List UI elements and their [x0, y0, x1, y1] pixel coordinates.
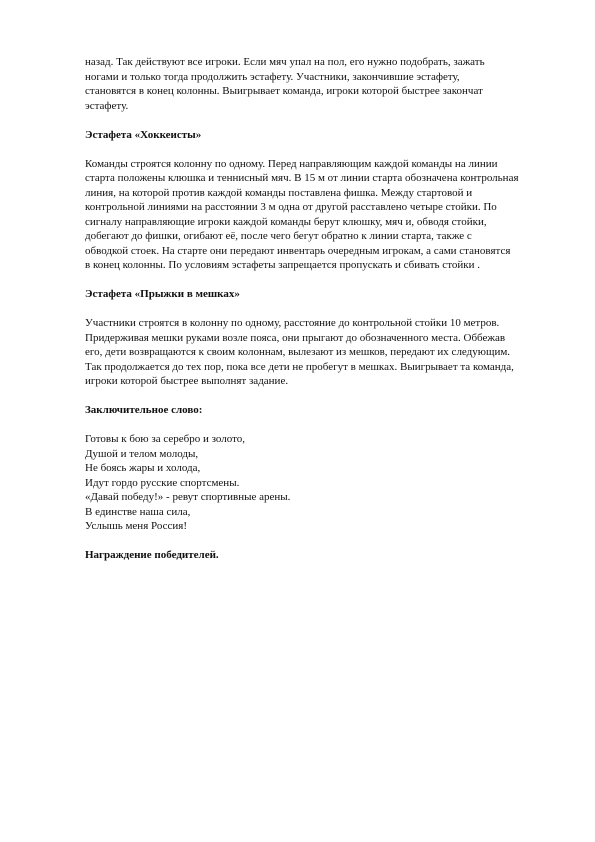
text-line: старта положены клюшка и теннисный мяч. В 15 м от линии старта обозначена контрольная [85, 172, 519, 184]
text-line: становятся в конец колонны. Выигрывает команда, игроки которой быстрее закончат [85, 85, 483, 97]
text-line: его, дети возвращаются к своим колоннам, вылезают из мешков, передают их следующим. [85, 346, 511, 358]
relay-ending-paragraph [85, 55, 555, 113]
text-line: сигналу направляющие игроки каждой команды берут клюшку, мяч и, обводя стойки, [85, 215, 487, 228]
text-line: добегают до фишки, огибают её, после чего бегут обратно к линии старта, также с [85, 230, 472, 242]
closing-word-heading: Заключительное слово: [85, 404, 203, 416]
poem-line: Идут гордо русские спортсмены. [85, 476, 240, 489]
text-line: Так продолжается до тех пор, пока все дети не пробегут в мешках. Выигрывает та команда, [85, 360, 514, 373]
text-line: эстафету. [85, 99, 129, 112]
text-line: игроки которой быстрее выполнят задание. [85, 375, 289, 387]
text-line: назад. Так действуют все игроки. Если мяч упал на пол, его нужно подобрать, зажать [85, 56, 485, 68]
text-line: линия, на которой против каждой команды поставлена фишка. Между стартовой и [85, 186, 473, 199]
sack-race-paragraph [85, 316, 555, 389]
sack-race-heading: Эстафета «Прыжки в мешках» [85, 288, 240, 300]
poem-line: Услышь меня Россия! [85, 520, 187, 532]
document-page [85, 55, 555, 577]
hockey-relay-paragraph [85, 157, 555, 273]
text-line: контрольной линиями на расстоянии 3 м одна от другой расставлено четыре стойки. По [85, 201, 497, 213]
text-line: Участники строятся в колонну по одному, расстояние до контрольной стойки 10 метров. [85, 317, 500, 329]
text-line: в конец колонны. По условиям эстафеты запрещается пропускать и сбивать стойки . [85, 259, 480, 271]
poem-line: Душой и телом молоды, [85, 447, 199, 460]
closing-poem [85, 432, 555, 534]
poem-line: В единстве наша сила, [85, 505, 191, 518]
text-line: обводкой стоек. На старте они передают инвентарь очередным игрокам, а сами становятся [85, 244, 511, 257]
poem-line: Готовы к бою за серебро и золото, [85, 433, 246, 445]
awards-heading: Награждение победителей. [85, 549, 219, 561]
poem-line: «Давай победу!» - ревут спортивные арены. [85, 491, 291, 503]
text-line: Команды строятся колонну по одному. Перед направляющим каждой команды на линии [85, 157, 498, 170]
poem-line: Не боясь жары и холода, [85, 462, 201, 474]
text-line: Придерживая мешки руками возле пояса, они прыгают до обозначенного места. Оббежав [85, 331, 506, 344]
text-line: ногами и только тогда продолжить эстафету. Участники, закончившие эстафету, [85, 70, 460, 83]
hockey-relay-heading: Эстафета «Хоккеисты» [85, 128, 202, 141]
